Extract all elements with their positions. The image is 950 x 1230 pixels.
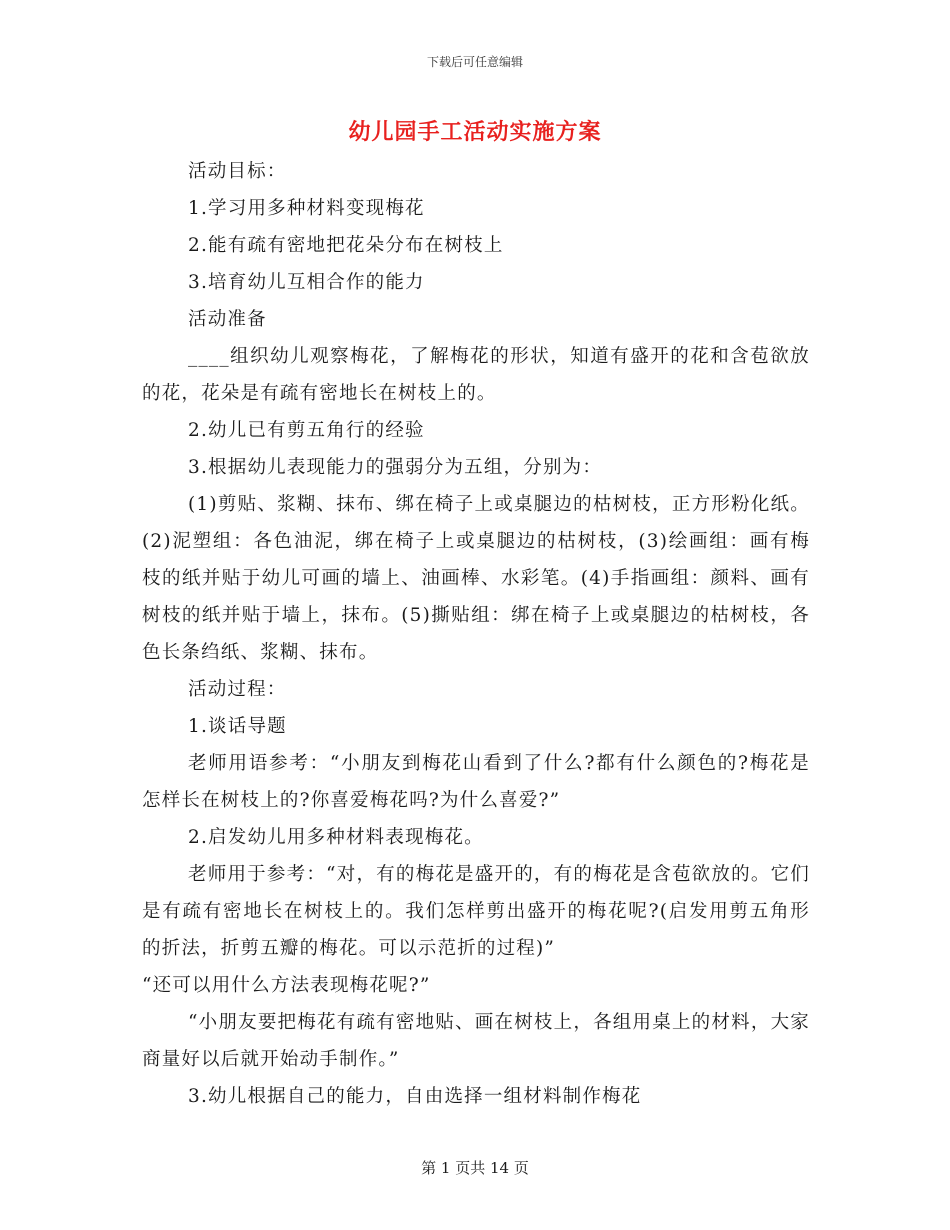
paragraph: 活动准备 [188, 309, 267, 330]
paragraph: 老师用于参考：“对，有的梅花是盛开的，有的梅花是含苞欲放的。它们是有疏有密地长在树枝上的。我们怎样剪出盛开的梅花呢?(启发用剪五角形的折法，折剪五瓣的梅花。可以示范折的过程)” [142, 864, 810, 959]
paragraph: 3.幼儿根据自己的能力，自由选择一组材料制作梅花 [188, 1086, 642, 1107]
paragraph: 2.幼儿已有剪五角行的经验 [188, 420, 425, 441]
paragraph: 3.根据幼儿表现能力的强弱分为五组，分别为： [188, 457, 603, 478]
paragraph: 1.谈话导题 [188, 716, 287, 737]
page-number: 第 1 页共 14 页 [421, 1159, 529, 1177]
paragraph: 活动过程： [188, 679, 287, 700]
paragraph: 3.培育幼儿互相合作的能力 [188, 272, 425, 293]
header-note: 下载后可任意编辑 [426, 55, 523, 69]
document-body [142, 153, 810, 1115]
paragraph: “还可以用什么方法表现梅花呢?” [142, 975, 431, 996]
paragraph: “小朋友要把梅花有疏有密地贴、画在树枝上，各组用桌上的材料，大家商量好以后就开始动手制作。” [142, 1012, 810, 1070]
paragraph: ____组织幼儿观察梅花，了解梅花的形状，知道有盛开的花和含苞欲放的花，花朵是有疏有密地长在树枝上的。 [142, 346, 810, 404]
paragraph: 2.能有疏有密地把花朵分布在树枝上 [188, 235, 504, 256]
paragraph: 活动目标： [188, 161, 287, 182]
document-title: 幼儿园手工活动实施方案 [348, 119, 602, 145]
paragraph: 1.学习用多种材料变现梅花 [188, 198, 425, 219]
paragraph: 2.启发幼儿用多种材料表现梅花。 [188, 827, 484, 848]
paragraph: 老师用语参考：“小朋友到梅花山看到了什么?都有什么颜色的?梅花是怎样长在树枝上的?你喜爱梅花吗?为什么喜爱?” [142, 753, 810, 811]
paragraph: (1)剪贴、浆糊、抹布、绑在椅子上或桌腿边的枯树枝，正方形粉化纸。(2)泥塑组：各色油泥，绑在椅子上或桌腿边的枯树枝，(3)绘画组：画有梅枝的纸并贴于幼儿可画的墙上、油画棒、水彩笔。(4)手指画组：颜料、画有树枝的纸并贴于墙上，抹布。(5)撕贴组：绑在椅子上或桌腿边的枯树枝，各色长条绉纸、浆糊、抹布。 [142, 494, 810, 663]
